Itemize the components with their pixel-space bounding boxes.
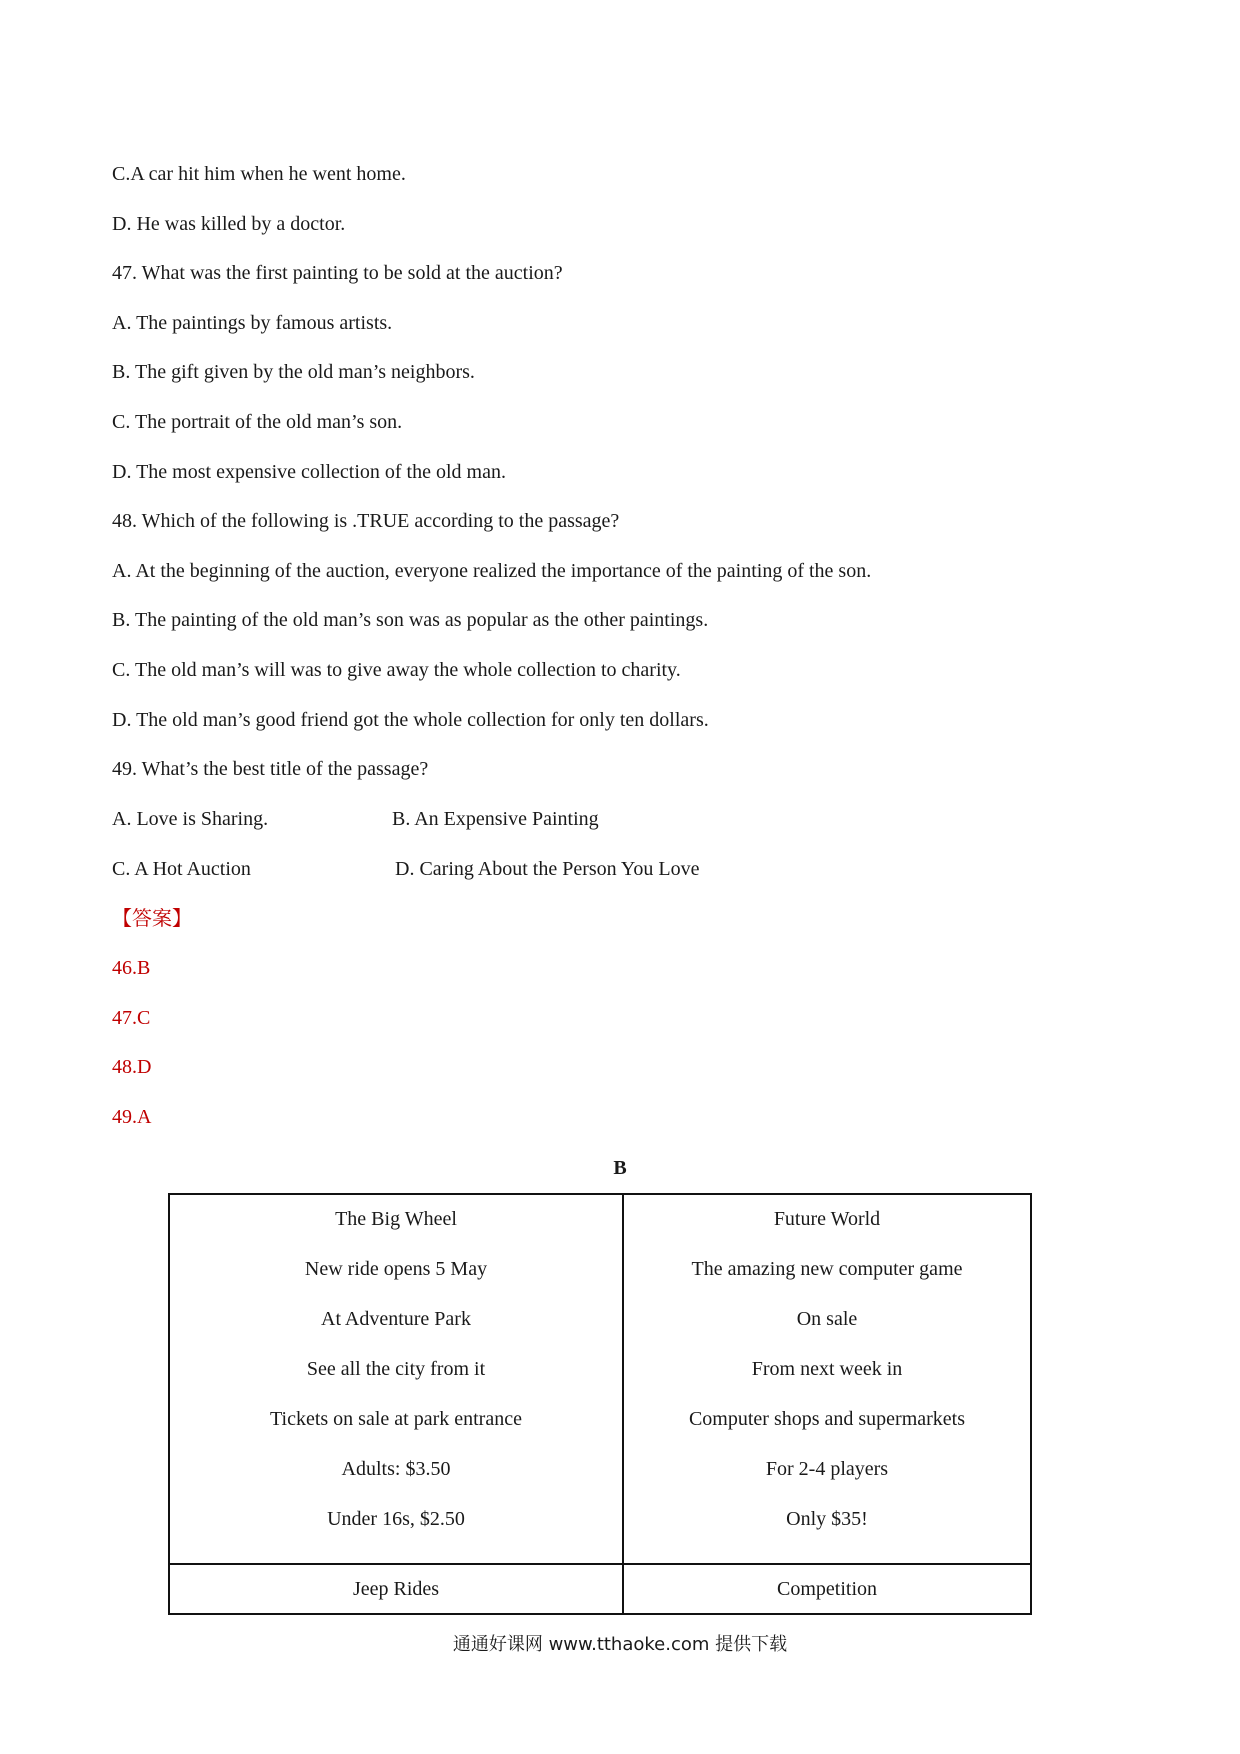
ad-line: For 2-4 players — [765, 1458, 889, 1480]
q48-option-d: D. The old man’s good friend got the whole collection for only ten dollars. — [112, 709, 709, 731]
ad-line: Computer shops and supermarkets — [688, 1408, 966, 1430]
q48-option-b: B. The painting of the old man’s son was as popular as the other paintings. — [112, 609, 709, 631]
ad-line: On sale — [796, 1308, 858, 1330]
answer-label: 【答案】 — [112, 906, 192, 930]
q48-option-a: A. At the beginning of the auction, everyone realized the importance of the painting of the son. — [112, 560, 872, 582]
competition-ad — [623, 1564, 1031, 1614]
answer-49: 49.A — [112, 1106, 152, 1128]
jeep-rides-ad — [169, 1564, 623, 1614]
q47-option-a: A. The paintings by famous artists. — [112, 312, 393, 334]
ad-line: Under 16s, $2.50 — [327, 1508, 465, 1530]
q47-option-d: D. The most expensive collection of the old man. — [112, 461, 506, 483]
ad-line: Competition — [777, 1578, 877, 1600]
ad-line: New ride opens 5 May — [304, 1258, 488, 1280]
ad-line: From next week in — [751, 1358, 903, 1380]
q48-question: 48. Which of the following is .TRUE according to the passage? — [112, 510, 620, 532]
ad-line: At Adventure Park — [321, 1308, 471, 1330]
q47-option-b: B. The gift given by the old man’s neighbors. — [112, 361, 475, 383]
ad-line: The amazing new computer game — [691, 1258, 963, 1280]
answer-47: 47.C — [112, 1007, 151, 1029]
future-world-ad — [623, 1194, 1031, 1564]
ad-line: Tickets on sale at park entrance — [270, 1408, 522, 1430]
ad-line: The Big Wheel — [335, 1208, 457, 1230]
q47-question: 47. What was the first painting to be sold at the auction? — [112, 262, 563, 284]
section-b-label: B — [613, 1157, 627, 1179]
q46-option-d: D. He was killed by a doctor. — [112, 213, 346, 235]
q49-option-d: D. Caring About the Person You Love — [395, 858, 700, 880]
ad-line: See all the city from it — [306, 1358, 486, 1380]
page-footer: 通通好课网 www.tthaoke.com 提供下载 — [452, 1634, 788, 1655]
answer-48: 48.D — [112, 1056, 152, 1078]
ads-table — [168, 1193, 1032, 1615]
ad-line: Adults: $3.50 — [341, 1458, 451, 1480]
q48-option-c: C. The old man’s will was to give away the whole collection to charity. — [112, 659, 681, 681]
q49-option-b: B. An Expensive Painting — [392, 808, 599, 830]
q46-option-c: C.A car hit him when he went home. — [112, 163, 406, 185]
q49-option-c: C. A Hot Auction — [112, 858, 251, 880]
q49-option-a: A. Love is Sharing. — [112, 808, 269, 830]
q49-question: 49. What’s the best title of the passage? — [112, 758, 429, 780]
q47-option-c: C. The portrait of the old man’s son. — [112, 411, 403, 433]
big-wheel-ad — [169, 1194, 623, 1564]
ad-line: Future World — [773, 1208, 881, 1230]
ad-line: Jeep Rides — [352, 1578, 440, 1600]
answer-46: 46.B — [112, 957, 151, 979]
ad-line: Only $35! — [786, 1508, 868, 1530]
